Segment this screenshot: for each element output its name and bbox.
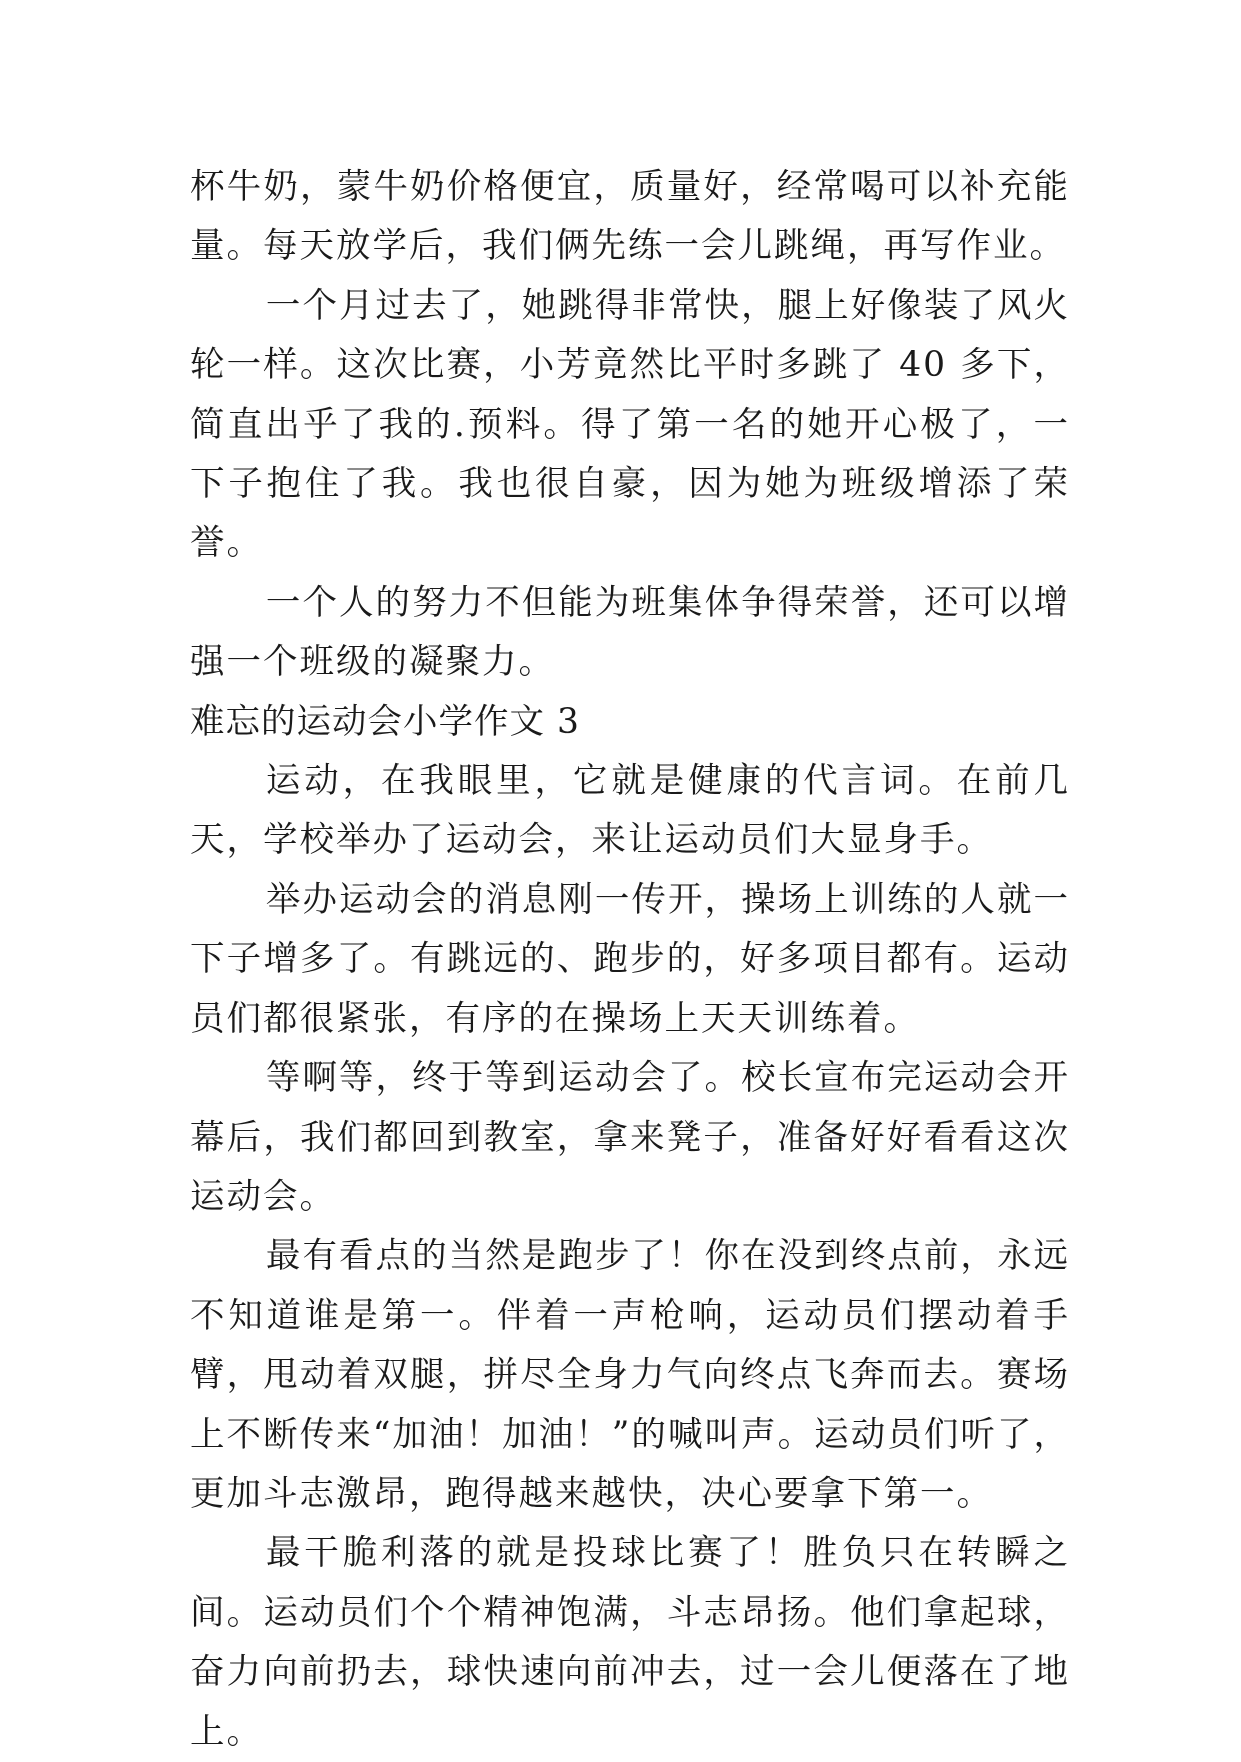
paragraph: 举办运动会的消息刚一传开，操场上训练的人就一下子增多了。有跳远的、跑步的，好多项目都有。运动员们都很紧张，有序的在操场上天天训练着。: [190, 879, 1070, 1039]
paragraph: 最有看点的当然是跑步了！你在没到终点前，永远不知道谁是第一。伴着一声枪响，运动员们摆动着手臂，甩动着双腿，拼尽全身力气向终点飞奔而去。赛场上不断传来“加油！加油！”的喊叫声。运动员们听了，更加斗志激昂，跑得越来越快，决心要拿下第一。: [190, 1236, 1070, 1514]
section-title: 难忘的运动会小学作文 3: [190, 701, 580, 742]
paragraph: 一个月过去了，她跳得非常快，腿上好像装了风火轮一样。这次比赛，小芳竟然比平时多跳了 40 多下，简直出乎了我的.预料。得了第一名的她开心极了，一下子抱住了我。我也很自豪，因为她为班级增添了荣誉。: [190, 285, 1070, 564]
paragraph: 一个人的努力不但能为班集体争得荣誉，还可以增强一个班级的凝聚力。: [190, 582, 1070, 683]
paragraph: 运动，在我眼里，它就是健康的代言词。在前几天，学校举办了运动会，来让运动员们大显身手。: [190, 761, 1070, 861]
paragraph: 等啊等，终于等到运动会了。校长宣布完运动会开幕后，我们都回到教室，拿来凳子，准备好好看看这次运动会。: [190, 1058, 1070, 1217]
document-body: [190, 158, 1070, 1762]
paragraph: 最干脆利落的就是投球比赛了！胜负只在转瞬之间。运动员们个个精神饱满，斗志昂扬。他们拿起球，奋力向前扔去，球快速向前冲去，过一会儿便落在了地上。: [190, 1533, 1070, 1752]
paragraph: 杯牛奶，蒙牛奶价格便宜，质量好，经常喝可以补充能量。每天放学后，我们俩先练一会儿跳绳，再写作业。: [190, 167, 1070, 267]
